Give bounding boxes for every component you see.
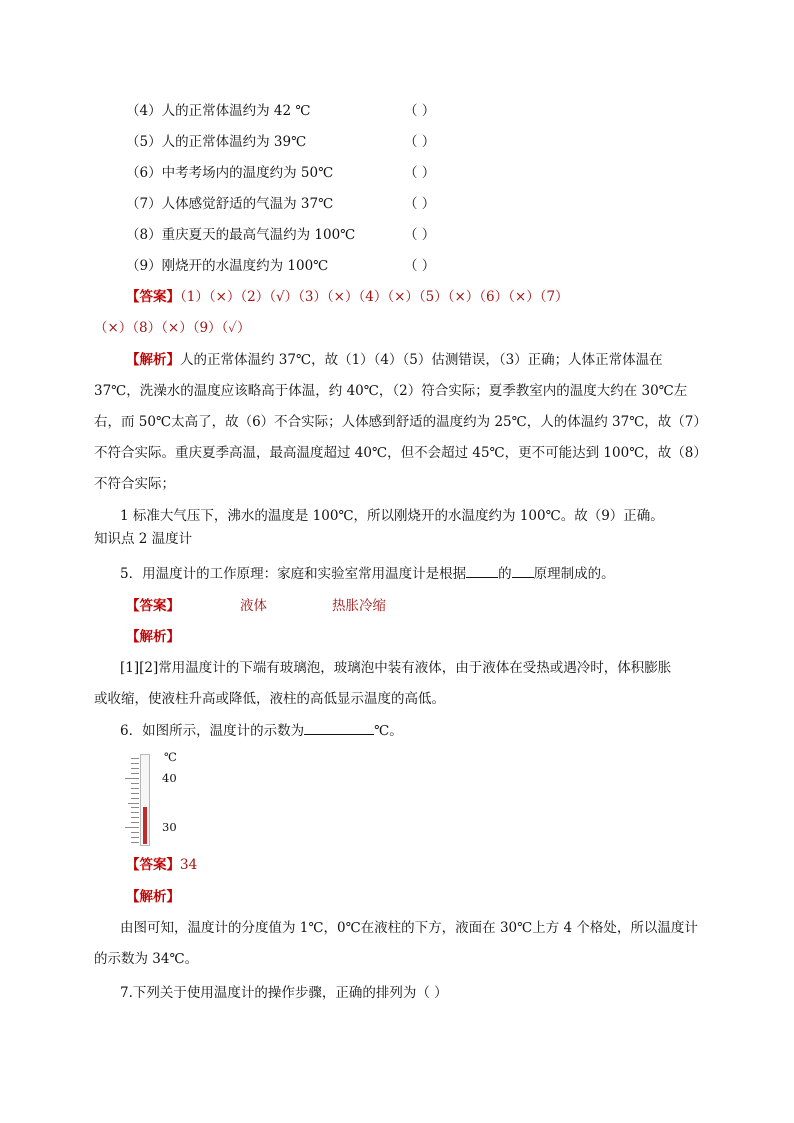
analysis-1-line-2: 37℃，洗澡水的温度应该略高于体温，约 40℃，（2）符合实际；夏季教室内的温度大约在 30℃左 (94, 383, 688, 399)
thermometer-tick (128, 803, 139, 804)
thermometer-label-30: 30 (162, 820, 177, 834)
thermometer-tick (131, 817, 139, 818)
thermometer-tick (131, 798, 139, 799)
thermometer-tick (131, 788, 139, 789)
thermometer-tick (125, 778, 139, 779)
statement-7-blank[interactable]: （ ） (404, 196, 436, 212)
statement-6-blank[interactable]: （ ） (404, 165, 436, 181)
thermometer-tick (131, 812, 139, 813)
blank-1[interactable] (466, 565, 498, 578)
answer-5: 【答案】 液体 热胀冷缩 (126, 598, 386, 614)
thermometer-liquid (143, 807, 147, 844)
answer-label: 【答案】 (126, 289, 180, 305)
answer-1-line-2: （×）（8）（×）（9）（✓） (94, 320, 251, 336)
question-6: 6．如图所示，温度计的示数为 ℃。 (120, 723, 403, 739)
thermometer-tick (131, 837, 139, 838)
thermometer-tick (131, 768, 139, 769)
analysis-5-line-1: [1][2]常用温度计的下端有玻璃泡，玻璃泡中装有液体，由于液体在受热或遇冷时，体积膨胀 (120, 660, 672, 676)
answer-1-line-1: 【答案】（1）（×）（2）（√）（3）（×）（4）（×）（5）（×）（6）（×）（7） (126, 289, 569, 305)
section-heading: 知识点 2 温度计 (94, 531, 193, 547)
statement-8-blank[interactable]: （ ） (404, 227, 436, 243)
analysis-1-line-5: 不符合实际； (94, 476, 175, 492)
answer-6-value: 34 (180, 857, 198, 873)
analysis-1-line-3: 右，而 50℃太高了，故（6）不合实际；人体感到舒适的温度约为 25℃，人的体温约 37℃，故（7） (94, 414, 707, 430)
statement-6: （6）中考考场内的温度约为 50℃ (126, 165, 334, 181)
thermometer-tick (131, 783, 139, 784)
statement-4: （4）人的正常体温约为 42 ℃ (126, 103, 311, 119)
answer-5-value-2: 热胀冷缩 (332, 598, 386, 614)
statement-7: （7）人体感觉舒适的气温为 37℃ (126, 196, 334, 212)
analysis-6-line-1: 由图可知，温度计的分度值为 1℃，0℃在液柱的下方，液面在 30℃上方 4 个格处，所以温度计 (120, 920, 698, 936)
statement-9: （9）刚烧开的水温度约为 100℃ (126, 258, 329, 274)
thermometer-tick (131, 822, 139, 823)
statement-4-blank[interactable]: （ ） (404, 103, 436, 119)
thermometer-tick (131, 763, 139, 764)
question-5: 5．用温度计的工作原理：家庭和实验室常用温度计是根据 的 原理制成的。 (120, 566, 615, 582)
analysis-5-line-2: 或收缩，使液柱升高或降低，液柱的高低显示温度的高低。 (94, 691, 445, 707)
analysis-1-line-1: 【解析】人的正常体温约 37℃，故（1）（4）（5）估测错误，（3）正确；人体正常体温在 (126, 352, 663, 368)
thermometer-tick (131, 773, 139, 774)
blank-2[interactable] (512, 565, 534, 578)
thermometer-tick (131, 832, 139, 833)
analysis-6-line-2: 的示数为 34℃。 (94, 951, 199, 967)
statement-9-blank[interactable]: （ ） (404, 258, 436, 274)
statement-5-blank[interactable]: （ ） (404, 134, 436, 150)
thermometer-tick (131, 793, 139, 794)
thermometer-tick (131, 758, 139, 759)
analysis-6-label: 【解析】 (126, 889, 180, 905)
thermometer-tick (131, 842, 139, 843)
statement-8: （8）重庆夏天的最高气温约为 100℃ (126, 227, 356, 243)
analysis-1-line-6: 1 标准大气压下，沸水的温度是 100℃，所以刚烧开的水温度约为 100℃。故（9）正确。 (120, 508, 664, 524)
thermometer-tick (131, 807, 139, 808)
blank-reading[interactable] (304, 722, 374, 735)
answer-5-value-1: 液体 (240, 598, 267, 614)
statement-5: （5）人的正常体温约为 39℃ (126, 134, 307, 150)
thermometer-unit: ℃ (164, 750, 177, 764)
analysis-5-label: 【解析】 (126, 629, 180, 645)
thermometer-tick (125, 827, 139, 828)
thermometer-label-40: 40 (162, 771, 177, 785)
question-7: 7.下列关于使用温度计的操作步骤，正确的排列为（ ） (120, 985, 448, 1001)
analysis-label: 【解析】 (126, 352, 180, 368)
answer-6: 【答案】34 (126, 857, 198, 873)
analysis-1-line-4: 不符合实际。重庆夏季高温，最高温度超过 40℃，但不会超过 45℃，更不可能达到 100℃，故（8） (94, 445, 707, 461)
